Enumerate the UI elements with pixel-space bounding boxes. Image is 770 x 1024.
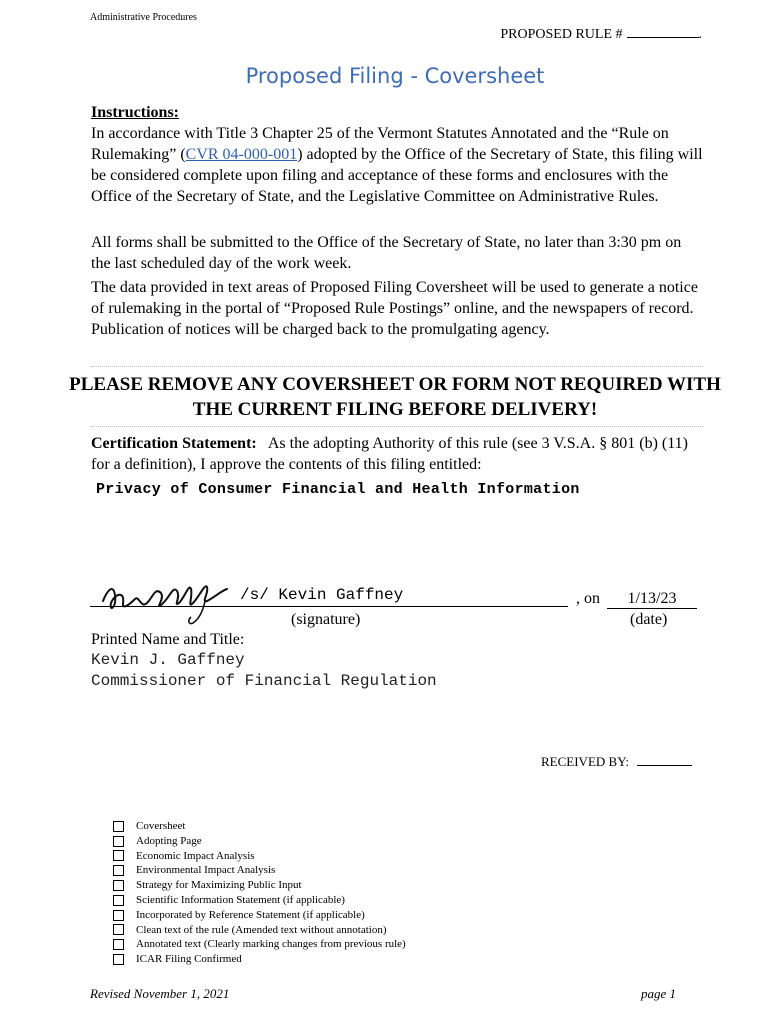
cvr-link[interactable]: CVR 04-000-001 [185,146,298,163]
instructions-heading: Instructions: [91,104,180,121]
checklist-label: Adopting Page [136,834,202,847]
signature-line [90,606,568,607]
checklist-label: Economic Impact Analysis [136,849,255,862]
checklist-label: Clean text of the rule (Amended text without annotation) [136,923,387,936]
checklist-item[interactable] [113,849,406,864]
received-by-field[interactable] [637,765,692,766]
checklist-label: Incorporated by Reference Statement (if applicable) [136,908,365,921]
checklist-item[interactable] [113,878,406,893]
checklist-item[interactable] [113,819,406,834]
date-field[interactable]: 1/13/23 [627,590,677,607]
checklist-item[interactable] [113,893,406,908]
rule-number-label: PROPOSED RULE # [500,27,623,42]
checkbox-icon[interactable] [113,924,124,935]
checkbox-icon[interactable] [113,954,124,965]
checklist-item[interactable] [113,863,406,878]
printed-name-field[interactable]: Kevin J. Gaffney [91,651,245,669]
checklist-label: Environmental Impact Analysis [136,864,276,877]
checkbox-icon[interactable] [113,880,124,891]
checklist-item[interactable] [113,952,406,967]
rule-title-field[interactable]: Privacy of Consumer Financial and Health Information [96,481,580,498]
certification-text: As the adopting Authority of this rule (see 3 V.S.A. § 801 (b) (11) for a definition), I approve the contents of this filing entitled: [91,435,688,473]
checklist-label: Annotated text (Clearly marking changes from previous rule) [136,938,406,951]
instructions-paragraph-3: The data provided in text areas of Proposed Filing Coversheet will be used to generate a notice of rulemaking in the portal of “Proposed Rule Postings” online, and the newspapers of record. Publication of notices will be charged back to the promulgating agency. [91,279,698,338]
checkbox-icon[interactable] [113,821,124,832]
checklist-item[interactable] [113,937,406,952]
typed-signature[interactable]: /s/ Kevin Gaffney [240,586,404,604]
certification-label: Certification Statement: [91,435,257,452]
divider [91,426,703,427]
rule-number-field[interactable] [627,37,699,38]
instructions-paragraph-2: All forms shall be submitted to the Office of the Secretary of State, no later than 3:30 pm on the last scheduled day of the work week. [91,234,682,272]
printed-title-field[interactable]: Commissioner of Financial Regulation [91,672,437,690]
checklist-item[interactable] [113,834,406,849]
document-header: Administrative Procedures [90,12,197,23]
date-caption: (date) [630,611,668,628]
certification-statement [91,433,703,475]
checklist-label: Coversheet [136,820,186,832]
checklist-label: Strategy for Maximizing Public Input [136,879,302,892]
checklist-item[interactable] [113,908,406,923]
p1-text-end: ) adopted by the Office of the Secretary of State, this filing will be considered complete upon filing and acceptance of these forms and enclosures with the Office of the Secretary of State, and the Legislative Committee on Administrative Rules. [91,146,703,205]
on-label: , on [576,590,600,607]
page-number: page 1 [641,986,677,1001]
received-by-label: RECEIVED BY: [541,754,629,769]
handwritten-signature [95,573,235,628]
enclosure-checklist [113,819,406,967]
rule-number [500,27,702,43]
rule-number-suffix: . [698,27,702,42]
checklist-label: Scientific Information Statement (if applicable) [136,893,345,906]
checkbox-icon[interactable] [113,850,124,861]
printed-name-label: Printed Name and Title: [91,631,245,648]
checklist-label: ICAR Filing Confirmed [136,953,242,966]
divider [91,366,703,367]
warning-notice: PLEASE REMOVE ANY COVERSHEET OR FORM NOT REQUIRED WITH THE CURRENT FILING BEFORE DELIVERY! [69,374,721,420]
page-title: Proposed Filing - Coversheet [245,64,545,88]
checkbox-icon[interactable] [113,939,124,950]
checkbox-icon[interactable] [113,836,124,847]
p1-text-start: In accordance with Title 3 Chapter 25 of the Vermont Statutes Annotated and the “Rule on Rulemaking” ( [91,125,669,163]
checklist-item[interactable] [113,923,406,938]
revision-date: Revised November 1, 2021 [90,986,230,1001]
instructions-paragraph-1 [91,123,703,207]
received-by [541,754,692,770]
checkbox-icon[interactable] [113,910,124,921]
checkbox-icon[interactable] [113,895,124,906]
date-line [607,608,697,609]
checkbox-icon[interactable] [113,865,124,876]
signature-caption: (signature) [291,611,361,628]
